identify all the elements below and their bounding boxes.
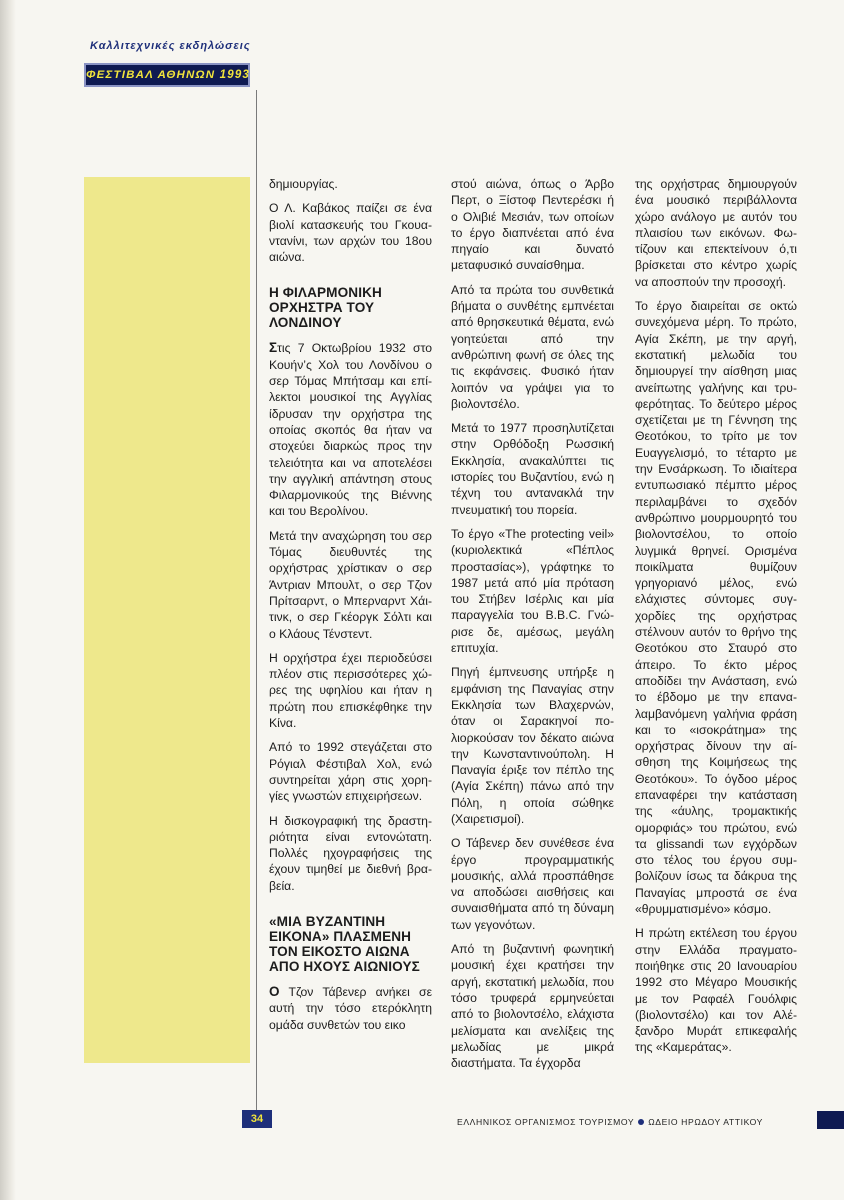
paragraph: της ορχήστρας δημιουργούν ένα μουσικό περιβάλλοντα χώρο ανάλογο με αυτόν του πλαισίου των εικόνων. Φωτίζουν και επεκτείνουν ό,τι βρίσκεται στο κέντρο χωρίς να αποσπούν την προσοχή. bbox=[635, 177, 797, 289]
text-column-3 bbox=[635, 176, 797, 1064]
paragraph: Πηγή έμπνευσης υπήρξε η εμφάνιση της Παναγίας στην Εκκλησία των Βλαχερνών, όταν οι Σαρακηνοί πολιορκούσαν τον δέκατο αιώνα την Κωνσταντινούπολη. Η Παναγία έριξε τον πέπλο της (Αγία Σκέπη) πάνω από την Πόλη, η οποία σώθηκε (Χαιρετισμοί). bbox=[451, 665, 614, 826]
paragraph: Από το 1992 στεγάζεται στο Ρόγιαλ Φέστιβαλ Χολ, ενώ συντηρείται χάρη στις χορηγίες γνωστών επιχειρήσεων. bbox=[269, 740, 432, 804]
column-divider bbox=[256, 90, 257, 1110]
paragraph: Η ορχήστρα έχει περιοδεύσει πλέον στις περισσότερες χώρες της υφηλίου και ήταν η πρώτη που επισκέφθηκε την Κίνα. bbox=[269, 650, 432, 731]
paragraph: Το έργο «The protecting veil» (κυριολεκτικά «Πέπλος προστασίας»), γράφτηκε το 1987 μετά από μία πρόταση του Στήβεν Ισέρλις και μία παραγγελία του B.B.C. Γνώρισε δε, αμέσως, μεγάλη επιτυχία. bbox=[451, 526, 614, 656]
paragraph: Ο Τάβενερ δεν συνέθεσε ένα έργο προγραμματικής μουσικής, αλλά προσπάθησε να αποδώσει αισθήσεις και συναισθήματα από τη δύναμη των γεγονότων. bbox=[451, 836, 614, 932]
text-column-1 bbox=[269, 176, 432, 1041]
paragraph: Από τη βυζαντινή φωνητική μουσική έχει κρατήσει την αργή, εκστατική μελωδία, που τόσο τρυφερά ερμηνεύεται από το βιολοντσέλο, ελάχιστα μελίσματα και ανελίξεις της μελωδίας με μικρά διαστήματα. Τα έγχορδα bbox=[451, 942, 614, 1071]
paragraph-text: Τζον Τάβενερ ανήκει σε αυτή την τόσο ετερόκλητη ομάδα συνθετών του εικο bbox=[269, 984, 432, 1032]
section-kicker: Καλλιτεχνικές εκδηλώσεις bbox=[90, 40, 251, 52]
bullet-dot-icon bbox=[638, 1119, 644, 1125]
drop-cap: Ο bbox=[269, 983, 280, 999]
section-heading: «ΜΙΑ ΒΥΖΑΝΤΙΝΗ ΕΙΚΟΝΑ» ΠΛΑΣΜΕΝΗ ΤΟΝ ΕΙΚΟΣΤΟ ΑΙΩΝΑ ΑΠΟ ΗΧΟΥΣ ΑΙΩΝΙΟΥΣ bbox=[269, 913, 420, 974]
footer-line bbox=[457, 1117, 763, 1127]
paragraph: Μετά το 1977 προσηλυτίζεται στην Ορθόδοξη Ρωσσική Εκκλησία, ανακαλύπτει τις ιστορίες του Βυζαντίου, ενώ η τέχνη του αντανακλά την πνευματική του πορεία. bbox=[451, 421, 614, 517]
paragraph: Το έργο διαιρείται σε οκτώ συνεχόμενα μέρη. Το πρώτο, Αγία Σκέπη, με την αργή, εκστατική μελωδία του δημιουργεί την αίσθηση μιας ανείπωτης γαλήνης και τρυφερότητας. Το δεύτερο μέρος σχετίζεται με τη Γέννηση της Θεοτόκου, το τρίτο με τον Ευαγγελισμό, το τέταρτο με την Ενσάρκωση. Το ιδιαίτερα εντυπωσιακό πέμπτο μέρος περιλαμβάνει το σχεδόν ανθρώπινο μουρμουρητό του βιολοντσέλου, το οποίο λυγμικά θρηνεί. Ορισμένα ποικίλματα θυμίζουν γρηγοριανό μέλος, ενώ ελάχιστες σύντομες συγχορδίες της ορχήστρας στέλνουν αυτόν το θρήνο της Θεοτόκου στο Σταυρό στο άπειρο. Το έκτο μέρος αποδίδει την Ανάσταση, ενώ το έβδομο με την επαναλαμβανόμενη γαλήνια φράση και το «ισοκράτημα» της ορχήστρας δίνουν την αίσθηση της Κοιμήσεως της Θεοτόκου». Το όγδοο μέρος επαναφέρει την κατάσταση της «άυλης, τρομακτικής ομορφιάς» του πρώτου, ενώ τα glissandi των εγχόρδων στο τέλος του έργου συμβολίζουν ίσως τα δάκρυα της Παναγίας μπροστά σε ένα «θρυμματισμένο» κόσμο. bbox=[635, 299, 797, 917]
section-heading: Η ΦΙΛΑΡΜΟΝΙΚΗ ΟΡΧΗΣΤΡΑ ΤΟΥ ΛΟΝΔΙΝΟΥ bbox=[269, 285, 382, 331]
paragraph: δημιουργίας. bbox=[269, 177, 338, 191]
paragraph bbox=[269, 340, 432, 519]
paragraph: Η πρώτη εκτέλεση του έργου στην Ελλάδα πραγματοποιήθηκε στις 20 Ιανουαρίου 1992 στο Μέγαρο Μουσικής με τον Ραφαέλ Γουόλφις (βιολοντσέλο) και τον Αλέξανδρο Μυράτ επικεφαλής της «Καμεράτας». bbox=[635, 926, 797, 1055]
paragraph: Από τα πρώτα του συνθετικά βήματα ο συνθέτης εμπνέεται από θρησκευτικά θέματα, ενώ γοητεύεται από την ανθρώπινη φωνή σε όλες της τις εκφάνσεις. Φυσικό ήταν λοιπόν να γράψει για το βιολοντσέλο. bbox=[451, 282, 614, 411]
drop-cap: Σ bbox=[269, 340, 278, 356]
paragraph: Ο Λ. Καβάκος παίζει σε ένα βιολί κατασκευής του Γκουαντανίνι, των αρχών του 18ου αιώνα. bbox=[269, 201, 432, 265]
page-number: 34 bbox=[242, 1110, 272, 1128]
festival-banner: ΦΕΣΤΙΒΑΛ ΑΘΗΝΩΝ 1993 bbox=[84, 63, 250, 87]
paragraph bbox=[269, 984, 432, 1033]
text-column-2 bbox=[451, 176, 614, 1079]
paragraph: στού αιώνα, όπως ο Άρβο Περτ, ο Ξίστοφ Πεντερέσκι ή ο Ολιβιέ Μεσιάν, των οποίων το έργο διαπνέεται από ένα πηγαίο και δυνατό μεταφυσικό συναίσθημα. bbox=[451, 177, 614, 273]
binding-shadow bbox=[0, 0, 16, 1200]
paragraph: Μετά την αναχώρηση του σερ Τόμας διευθυντές της ορχήστρας χρίστικαν ο σερ Άντριαν Μπουλτ, ο σερ Τζον Πρίτσαρντ, ο Μπερναρντ Χάιτινκ, ο σερ Γκέοργκ Σόλτι και ο Κλάους Τένστεντ. bbox=[269, 528, 432, 641]
paragraph-text: τις 7 Οκτωβρίου 1932 στο Κουήν’ς Χολ του Λονδίνου ο σερ Τόμας Μπήτσαμ και επίλεκτοι μουσικοί της Αγγλίας ίδρυσαν την ορχήστρα της οποίας σκοπός θα ήταν να στοχεύει διαρκώς προς την τελειότητα και να αποτελέσει την αγγλική απάντηση στους Φιλαρμονικούς της Βιέννης και του Βερολίνου. bbox=[269, 341, 432, 519]
paragraph: Η δισκογραφική της δραστηριότητα είναι εντονώτατη. Πολλές ηχογραφήσεις της έχουν τιμηθεί με διεθνή βραβεία. bbox=[269, 813, 432, 893]
footer-organization: ΕΛΛΗΝΙΚΟΣ ΟΡΓΑΝΙΣΜΟΣ ΤΟΥΡΙΣΜΟΥ bbox=[457, 1117, 635, 1127]
footer-venue: ΩΔΕΙΟ ΗΡΩΔΟΥ ΑΤΤΙΚΟΥ bbox=[648, 1117, 763, 1127]
yellow-side-panel bbox=[84, 177, 250, 1063]
footer-color-bar bbox=[817, 1111, 844, 1129]
